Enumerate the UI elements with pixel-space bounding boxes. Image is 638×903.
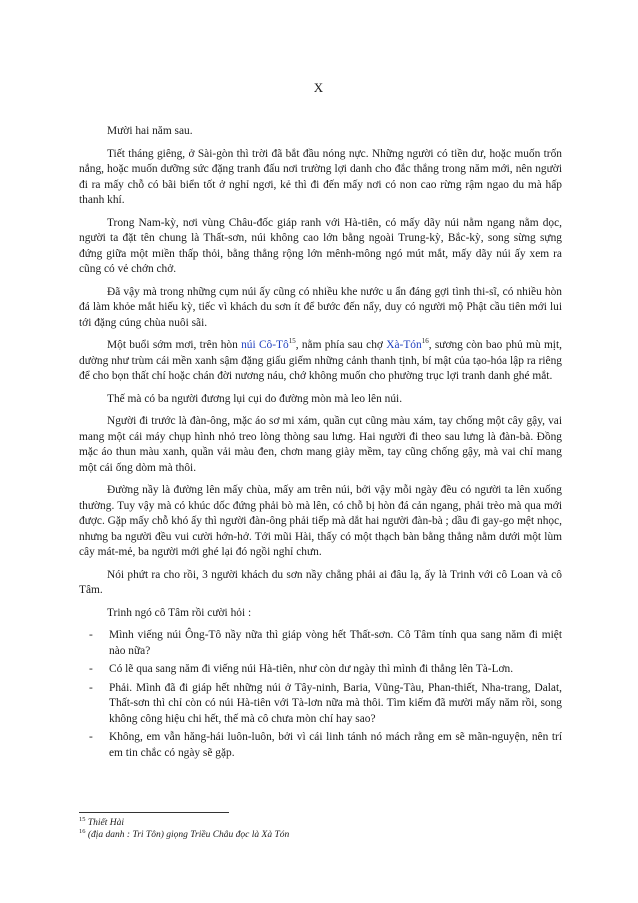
dialogue-line-4 [79, 730, 562, 761]
paragraph-5 [79, 338, 562, 385]
footnote-text: Thiết Hài [87, 818, 125, 828]
dash-marker: - [89, 663, 93, 675]
paragraph-3: Trong Nam-kỳ, nơi vùng Châu-đốc giáp ranh với Hà-tiên, có mấy dãy núi nằm ngang nằm dọc, người ta đặt tên chung là Thất-sơn, núi không cao lớn bằng ngoài Trung-kỳ, Bắc-kỳ, song sừng sựng đứng giữa một miền thấp thỏi, bằng thẳng rộng lớn mênh-mông ngó mút mắt, mấy dãy núi ấy xem ra cũng có vẻ chớn chở. [79, 216, 562, 275]
footnote-ref-15[interactable]: 15 [288, 337, 296, 346]
paragraph-7: Người đi trước là đàn-ông, mặc áo sơ mi xám, quần cụt cũng màu xám, tay chống một cây gậy, vai mang một cái máy chụp hình nhỏ treo lòng thòng sau lưng. Hai người đi theo sau lưng là đàn-bà. Đồng mặc áo thun màu xanh, quần vải màu đen, chơn mang giày mềm, tay cũng chống gậy, mà vai chỉ mang một cái ống dòm mà thôi. [79, 415, 562, 474]
dash-marker: - [89, 629, 93, 641]
body-text [79, 124, 562, 765]
link-nui-co-to[interactable]: núi Cô-Tô [241, 339, 289, 351]
paragraph-10: Trinh ngó cô Tâm rồi cười hỏi : [107, 606, 252, 619]
paragraph-9: Nói phứt ra cho rồi, 3 người khách du sơn nầy chẳng phải ai đâu lạ, ấy là Trinh với cô Loan và cô Tâm. [79, 568, 562, 596]
footnote-separator [79, 812, 229, 813]
link-xa-ton[interactable]: Xà-Tón [386, 339, 422, 351]
dialogue-text-1: Mình viếng núi Ông-Tô nầy nữa thì giáp vòng hết Thất-sơn. Cô Tâm tính qua sang năm đi miệt nào nữa? [109, 629, 562, 657]
paragraph-4: Đã vậy mà trong những cụm núi ấy cũng có nhiều khe nước u ẩn đáng gợi tình thi-sĩ, có nhiều hòn đá làm khỏe mắt hiếu kỳ, tiếc vì khách du sơn ít để bước đến nẩy, duy có người mộ Phật cầu tiên mới lui tới đặng cúng chùa nuôi sãi. [79, 285, 562, 329]
dialogue-text-4: Không, em vẫn hăng-hái luôn-luôn, bởi vì cái linh tánh nó mách rằng em sẽ mãn-nguyện, nên trí em tin chắc có ngày sẽ gặp. [109, 731, 562, 759]
footnotes [79, 812, 562, 841]
dialogue-text-3: Phải. Mình đã đi giáp hết những núi ở Tây-ninh, Baria, Vũng-Tàu, Phan-thiết, Nha-trang, Dalat, Thất-sơn thì chỉ còn có núi Hà-tiên với Tà-lơn nữa mà thôi. Tìm kiếm đã mười mấy năm rồi, song không công hiệu chi hết, thế mà cô chưa mòn chí hay sao? [109, 681, 562, 725]
paragraph-2: Tiết tháng giêng, ở Sài-gòn thì trời đã bắt đầu nóng nực. Những người có tiền dư, hoặc muốn trốn nắng, hoặc muốn dưỡng sức đặng tranh đấu nơi trường lợi danh cho đắc thắng trong năm mới, nên người đi ra mấy chỗ có bãi biển tốt ở nghỉ ngơi, kẻ thì đi đến mấy nơi có non cao rừng rậm ngao du mà hấp thanh khí. [79, 147, 562, 206]
footnote-number: 15 [79, 815, 86, 823]
paragraph-6: Thế mà có ba người đương lụi cụi do đường mòn mà leo lên núi. [107, 392, 403, 405]
paragraph-1: Mười hai năm sau. [107, 125, 193, 137]
dialogue-line-2 [79, 662, 562, 678]
paragraph-8: Đường nầy là đường lên mấy chùa, mấy am trên núi, bởi vậy mỗi ngày đều có người ta lên xuống thường. Tuy vậy mà có khúc dốc đứng phải bò mà lên, có chỗ bị hòn đá cản ngang, phải trèo mà qua mới được. Gặp mấy chỗ khó ấy thì người đàn-ông phải tiếp mà dắt hai người đàn-bà ; dầu đi gay-go mệt nhọc, nhưng ba người đều vui cười hớn-hở. Tới mũi Hài, thấy có một thạch bàn bằng thẳng nằm dưới một lùm cây mát-mẻ, ba người mới ghé lại đó ngồi nghỉ chưn. [79, 484, 562, 558]
paragraph-5-part-c: , sương còn bao phủ mù mịt, dường như trùm cái mền xanh sậm đặng giấu giếm những cảnh thanh tịnh, bí mật của tạo-hóa lập ra riêng để cho bọn thất chí hoặc chán đời nương náu, chớ không muốn cho phường trục lợi tranh danh ghé mắt. [79, 339, 562, 382]
dialogue-text-2: Có lẽ qua sang năm đi viếng núi Hà-tiên, như còn dư ngày thì mình đi thẳng lên Tà-Lơn. [109, 663, 514, 675]
footnote-ref-16[interactable]: 16 [421, 337, 429, 346]
dialogue-line-1 [79, 628, 562, 659]
dash-marker: - [89, 731, 93, 743]
paragraph-5-part-a: Một buổi sớm mơi, trên hòn [107, 339, 242, 351]
footnote-text: (địa danh : Tri Tôn) giọng Triều Châu đọc là Xà Tón [87, 830, 290, 840]
footnote-number: 16 [79, 827, 86, 835]
dialogue-list [79, 628, 562, 761]
footnote-16 [79, 829, 562, 841]
paragraph-5-part-b: , nằm phía sau chợ [295, 339, 387, 351]
footnote-15 [79, 817, 562, 829]
dash-marker: - [89, 681, 93, 694]
chapter-title: X [313, 80, 325, 95]
dialogue-line-3 [79, 681, 562, 728]
